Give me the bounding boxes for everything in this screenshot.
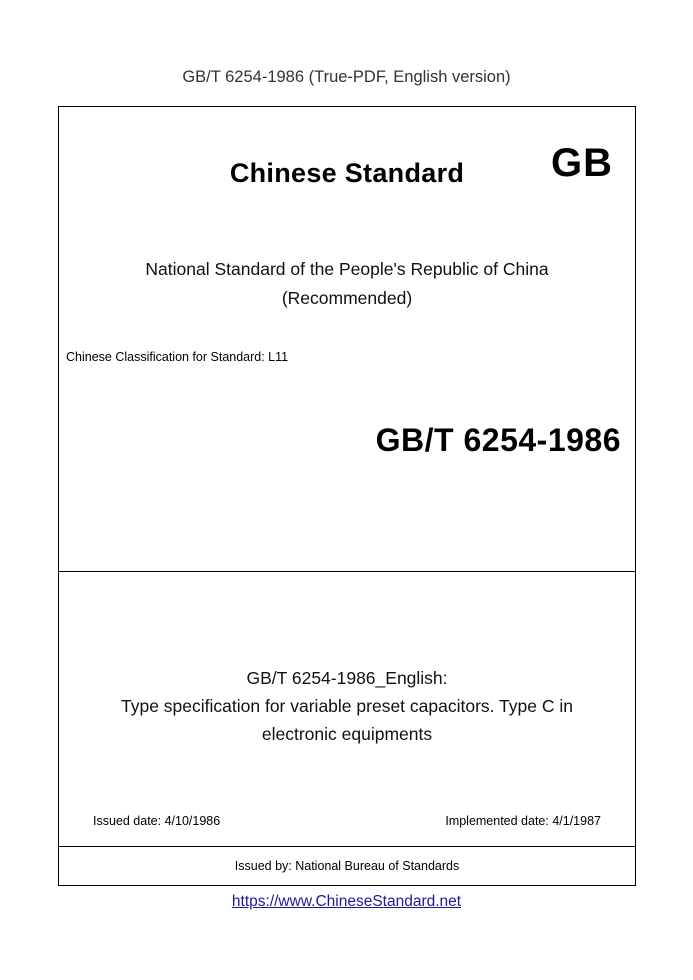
cover-subtitle-line-1: National Standard of the People's Republic of China [145,259,549,279]
cover-subtitle [59,255,635,313]
website-link[interactable]: https://www.ChineseStandard.net [231,893,462,910]
page-title: Chinese Standard [229,158,465,188]
cover-subtitle-line-2: (Recommended) [281,288,413,308]
issued-date: Issued date: 4/10/1986 [93,814,221,828]
document-file-label: GB/T 6254-1986 (True-PDF, English version) [182,68,511,86]
description-line-1: GB/T 6254-1986_English: [246,668,448,688]
date-row [59,814,635,828]
implemented-date: Implemented date: 4/1/1987 [445,814,601,828]
standard-description [75,664,619,748]
standard-code: GB/T 6254-1986 [375,422,621,458]
description-line-2: Type specification for variable preset capacitors. Type C in [121,696,573,716]
classification-label: Chinese Classification for Standard: L11 [66,350,289,364]
issuer-section [59,847,635,885]
issued-by-label: Issued by: National Bureau of Standards [234,859,460,873]
cover-lower-section [59,572,635,847]
gb-logo: GB [551,141,613,185]
cover-title-row [59,141,635,209]
cover-upper-section [59,107,635,572]
description-line-3: electronic equipments [261,724,433,744]
standard-cover-frame [58,106,636,886]
